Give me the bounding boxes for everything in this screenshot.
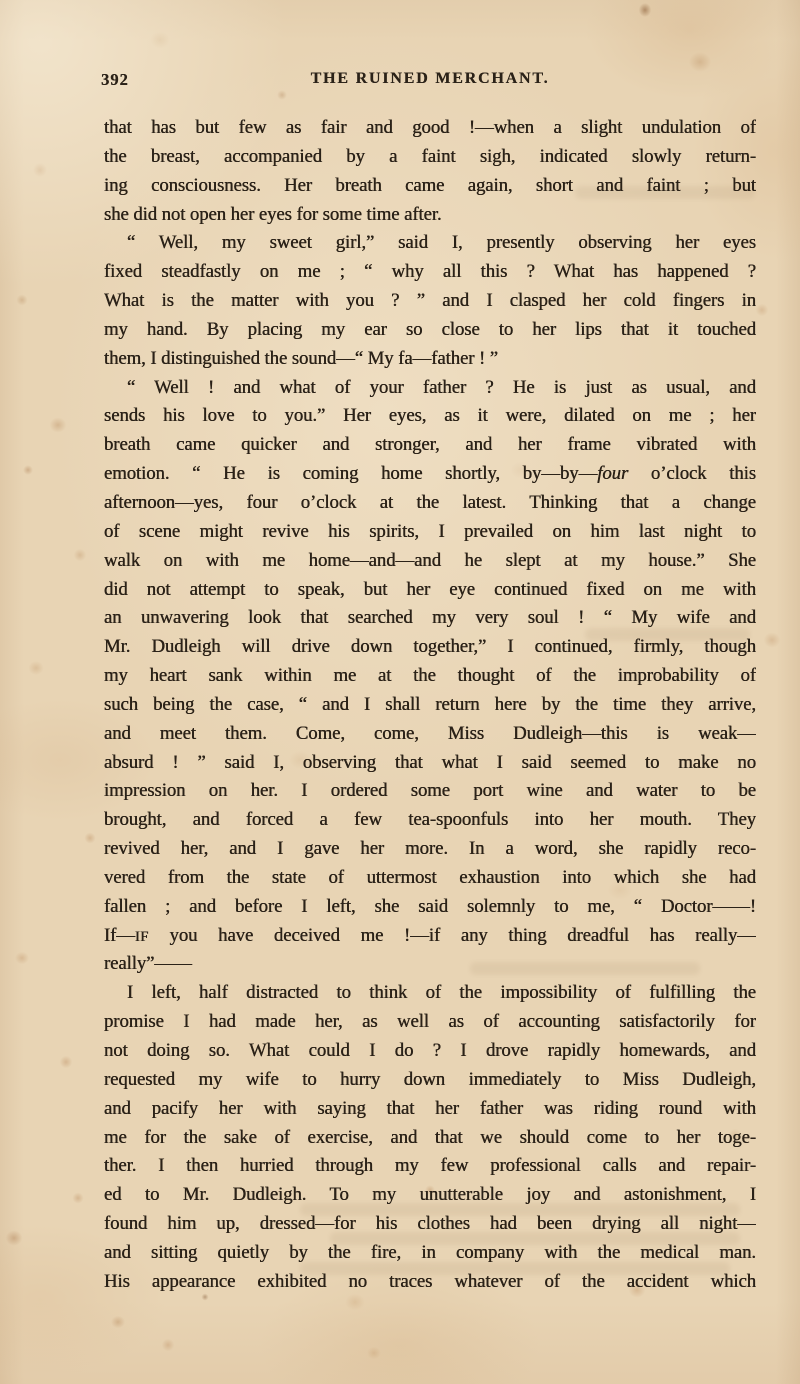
text-line: absurd ! ” said I, observing that what I said seemed to make no bbox=[104, 751, 756, 773]
text-line: did not attempt to speak, but her eye continued fixed on me with bbox=[104, 578, 756, 600]
text-line: Mr. Dudleigh will drive down together,” I continued, firmly, though bbox=[104, 636, 756, 658]
text-line: me for the sake of exercise, and that we should come to her toge- bbox=[104, 1126, 756, 1148]
text-line: If—IF you have deceived me !—if any thing dreadful has really— bbox=[104, 924, 756, 946]
text-line: ther. I then hurried through my few professional calls and repair- bbox=[104, 1155, 756, 1177]
text-line: His appearance exhibited no traces whatever of the accident which bbox=[104, 1270, 756, 1292]
running-head bbox=[101, 68, 756, 94]
text-line: sends his love to you.” Her eyes, as it were, dilated on me ; her bbox=[104, 405, 756, 427]
text-line: walk on with me home—and—and he slept at my house.” She bbox=[104, 549, 756, 571]
text-line: promise I had made her, as well as of accounting satisfactorily for bbox=[104, 1011, 756, 1033]
text-line: she did not open her eyes for some time after. bbox=[104, 203, 442, 225]
text-line: the breast, accompanied by a faint sigh, indicated slowly return- bbox=[104, 145, 756, 167]
text-line: I left, half distracted to think of the impossibility of fulfilling the bbox=[127, 982, 756, 1004]
text-line: fixed steadfastly on me ; “ why all this ? What has happened ? bbox=[104, 261, 756, 283]
text-line: an unwavering look that searched my very soul ! “ My wife and bbox=[104, 607, 756, 629]
text-line: and pacify her with saying that her father was riding round with bbox=[104, 1097, 756, 1119]
text-line: “ Well, my sweet girl,” said I, presently observing her eyes bbox=[127, 232, 756, 254]
text-line: ed to Mr. Dudleigh. To my unutterable joy and astonishment, I bbox=[104, 1184, 756, 1206]
page-number: 392 bbox=[101, 70, 129, 89]
page-text bbox=[104, 114, 756, 1297]
running-title: THE RUINED MERCHANT. bbox=[310, 70, 550, 87]
text-line: really”—— bbox=[104, 953, 192, 975]
text-line: not doing so. What could I do ? I drove rapidly homewards, and bbox=[104, 1040, 756, 1061]
text-line: and meet them. Come, come, Miss Dudleigh—this is weak— bbox=[104, 722, 756, 744]
text-line: of scene might revive his spirits, I prevailed on him last night to bbox=[104, 520, 756, 542]
text-line: afternoon—yes, four o’clock at the latest. Thinking that a change bbox=[104, 491, 756, 513]
text-line: my hand. By placing my ear so close to her lips that it touched bbox=[104, 318, 756, 340]
text-line: ing consciousness. Her breath came again, short and faint ; but bbox=[104, 174, 756, 196]
text-line: them, I distinguished the sound—“ My fa—father ! ” bbox=[104, 347, 499, 369]
text-line: impression on her. I ordered some port wine and water to be bbox=[104, 780, 756, 802]
text-line: requested my wife to hurry down immediately to Miss Dudleigh, bbox=[104, 1068, 756, 1090]
text-line: and sitting quietly by the fire, in company with the medical man. bbox=[104, 1241, 756, 1263]
text-line: What is the matter with you ? ” and I clasped her cold fingers in bbox=[104, 290, 756, 312]
text-line: revived her, and I gave her more. In a word, she rapidly reco- bbox=[104, 838, 756, 860]
text-line: such being the case, “ and I shall return here by the time they arrive, bbox=[104, 693, 756, 715]
text-line: breath came quicker and stronger, and her frame vibrated with bbox=[104, 434, 756, 456]
text-line: that has but few as fair and good !—when a slight undulation of bbox=[104, 117, 756, 138]
text-line: fallen ; and before I left, she said solemnly to me, “ Doctor——! bbox=[104, 895, 756, 917]
text-line: emotion. “ He is coming home shortly, by—by—four o’clock this bbox=[104, 463, 756, 485]
text-line: “ Well ! and what of your father ? He is just as usual, and bbox=[127, 376, 756, 398]
text-line: vered from the state of uttermost exhaustion into which she had bbox=[104, 866, 756, 888]
text-line: brought, and forced a few tea-spoonfuls into her mouth. They bbox=[104, 809, 756, 831]
text-line: found him up, dressed—for his clothes had been drying all night— bbox=[104, 1213, 756, 1235]
text-line: my heart sank within me at the thought of the improbability of bbox=[104, 665, 756, 687]
